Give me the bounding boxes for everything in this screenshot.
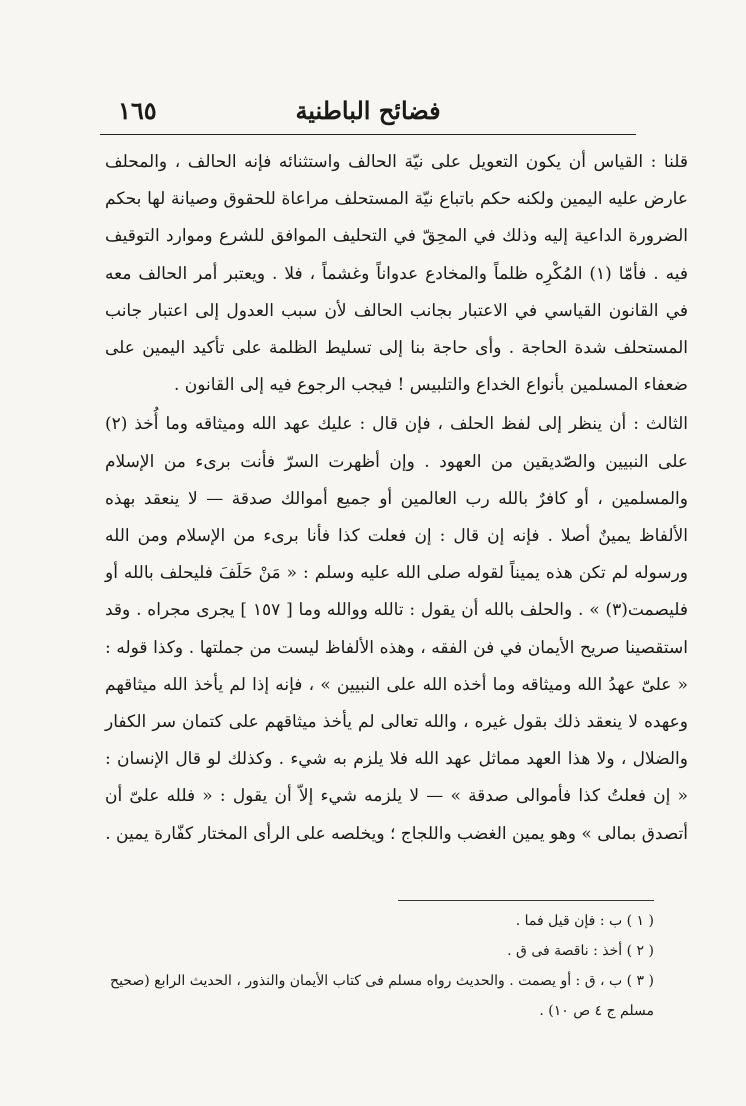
footnote-2: ( ٢ ) أخذ : ناقصة فى ق .: [507, 943, 654, 959]
running-header: [100, 96, 636, 132]
page-number: ١٦٥: [118, 96, 157, 125]
footnote-rule: [398, 900, 654, 901]
footnote-1: ( ١ ) ب : فإن قيل فما .: [515, 913, 654, 929]
paragraph-1: قلنا : القياس أن يكون التعويل على نيّة الحالف واستثنائه فإنه الحالف ، والمحلف عارض عليه اليمين ولكنه حكم باتباع نيّة المستحلف مراعاة للحقوق وصيانة لها بحكم الضرورة الداعية إليه وذلك في المحِقّ في التحليف الموافق للشرع وموارد التوقيف فيه . فأمّا (١) المُكْرِه ظلماً والمخادع عدواناً وغشماً ، فلا . ويعتبر أمر الحالف معه في القانون القياسي في الاعتبار بجانب الحالف لأن سبب العدول إلى اعتبار جانب المستحلف شدة الحاجة . وأى حاجة بنا إلى تسليط الظلمة على تأكيد اليمين على ضعفاء المسلمين بأنواع الخداع والتلبيس ! فيجب الرجوع فيه إلى القانون .: [105, 152, 688, 396]
footnotes: [90, 906, 654, 1026]
paragraph-2: الثالث : أن ينظر إلى لفظ الحلف ، فإن قال : عليك عهد الله وميثاقه وما أُخذ (٢) على النبيين والصّديقين من العهود . وإن أظهرت السرّ فأنت برىء من الإسلام والمسلمين ، أو كافرٌ بالله رب العالمين أو جميع أموالك صدقة — لا ينعقد بهذه الألفاظ يمينٌ أصلا . فإنه إن قال : إن فعلت كذا فأنا برىء من الإسلام ومن الله ورسوله لم تكن هذه يميناً لقوله صلى الله عليه وسلم : « مَنْ حَلَفَ فليحلف بالله أو فليصمت(٣) » . والحلف بالله أن يقول : تالله ووالله وما [ ١٥٧ ] يجرى مجراه . وقد استقصينا صريح الأيمان في فن الفقه ، وهذه الألفاظ ليست من جملتها . وكذا قوله : « علىّ عهدُ الله وميثاقه وما أخذه الله على النبيين » ، فإنه إذا لم يأخذ الله ميثاقهم وعهده لا ينعقد ذلك بقول غيره ، والله تعالى لم يأخذ ميثاقهم على كتمان سر الكفار والضلال ، ولا هذا العهد مماثل عهد الله فلا يلزم به شيء . وكذلك لو قال الإنسان : « إن فعلتُ كذا فأموالى صدقة » — لا يلزمه شيء إلاّ أن يقول : « فلله علىّ أن أتصدق بمالى » وهو يمين الغضب واللجاج ؛ ويخلصه على الرأى المختار كفّارة يمين .: [105, 414, 688, 844]
main-text: [105, 144, 688, 853]
header-rule: [100, 134, 636, 135]
footnote-3: ( ٣ ) ب ، ق : أو يصمت . والحديث رواه مسلم فى كتاب الأيمان والنذور ، الحديث الرابع (صحيح مسلم ج ٤ ص ١٠) .: [110, 973, 654, 1019]
running-title: فضائح الباطنية: [295, 96, 441, 125]
